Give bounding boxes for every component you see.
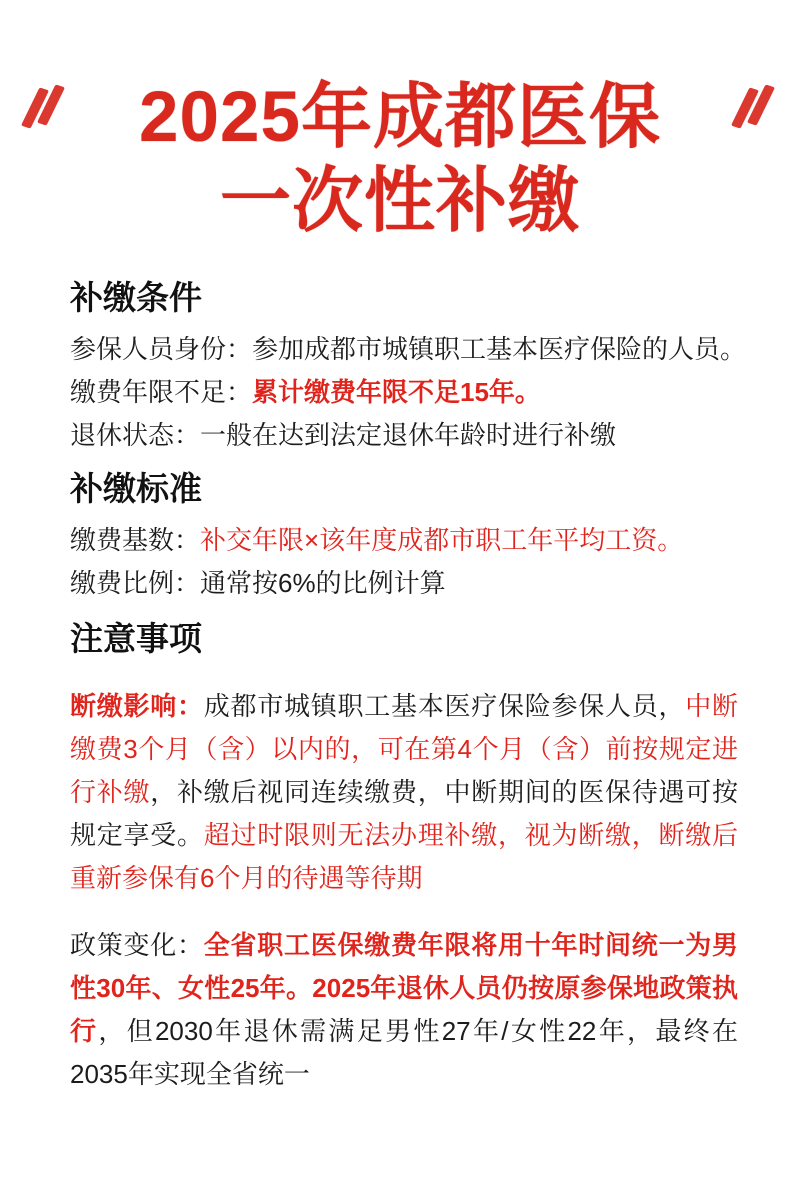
text-line-canbao-shenfen bbox=[70, 328, 747, 371]
section-heading-bujiao-tiaojian: 补缴条件 bbox=[70, 279, 202, 316]
text-segment: 成都市城镇职工基本医疗保险参保人员， bbox=[203, 691, 686, 721]
text-line-jiaofei-nianxian bbox=[70, 371, 738, 414]
text-segment-label: 断缴影响： bbox=[70, 691, 204, 721]
text-segment: 退休状态：一般在达到法定退休年龄时进行补缴 bbox=[70, 420, 617, 450]
poster-body bbox=[0, 278, 800, 1096]
text-segment-label: 政策变化： bbox=[70, 930, 204, 960]
text-segment-highlight: 全省职工医保缴费年限将用十年时间统一为男性30年、女性25年。2025年退休人员仍按原参保地政策执行 bbox=[70, 930, 738, 1046]
text-segment: 缴费基数： bbox=[70, 525, 201, 555]
section-heading-zhuyi-shixiang: 注意事项 bbox=[70, 620, 202, 657]
text-segment-highlight: 中断缴费3个月（含）以内的，可在第4个月（含）前按规定进行补缴 bbox=[70, 691, 738, 807]
text-segment: 缴费比例：通常按6%的比例计算 bbox=[70, 568, 446, 598]
text-segment: ，但2030年退休需满足男性27年/女性22年，最终在2035年实现全省统一 bbox=[70, 1016, 738, 1089]
paragraph-duanjiao-yingxiang bbox=[70, 685, 738, 900]
section-bujiao-biaozhun-lines bbox=[70, 519, 738, 605]
text-line-jiaofei-bili bbox=[70, 562, 738, 605]
section-bujiao-tiaojian-lines bbox=[70, 328, 747, 457]
text-line-tuixiu-zhuangtai bbox=[70, 414, 738, 457]
text-segment: 缴费年限不足： bbox=[70, 377, 253, 407]
poster-title bbox=[0, 76, 800, 244]
text-segment-highlight: 补交年限×该年度成都市职工年平均工资。 bbox=[200, 525, 684, 555]
text-segment-highlight: 超过时限则无法办理补缴，视为断缴，断缴后重新参保有6个月的待遇等待期 bbox=[70, 820, 738, 893]
text-line-jiaofei-jishu bbox=[70, 519, 738, 562]
section-heading-bujiao-biaozhun: 补缴标准 bbox=[70, 470, 202, 507]
corner-stamp-mark-right-icon bbox=[738, 84, 772, 132]
text-segment: 参保人员身份：参加成都市城镇职工基本医疗保险的人员。 bbox=[70, 334, 747, 364]
poster-title-line2: 一次性补缴 bbox=[219, 162, 580, 241]
poster-title-line1: 2025年成都医保 bbox=[139, 78, 661, 157]
paragraph-zhengce-bianhua bbox=[70, 924, 738, 1096]
text-segment: ，补缴后视同连续缴费，中断期间的医保待遇可按规定享受。 bbox=[70, 777, 738, 850]
corner-stamp-mark-left-icon bbox=[28, 84, 62, 132]
text-segment-highlight: 累计缴费年限不足15年。 bbox=[252, 377, 541, 407]
